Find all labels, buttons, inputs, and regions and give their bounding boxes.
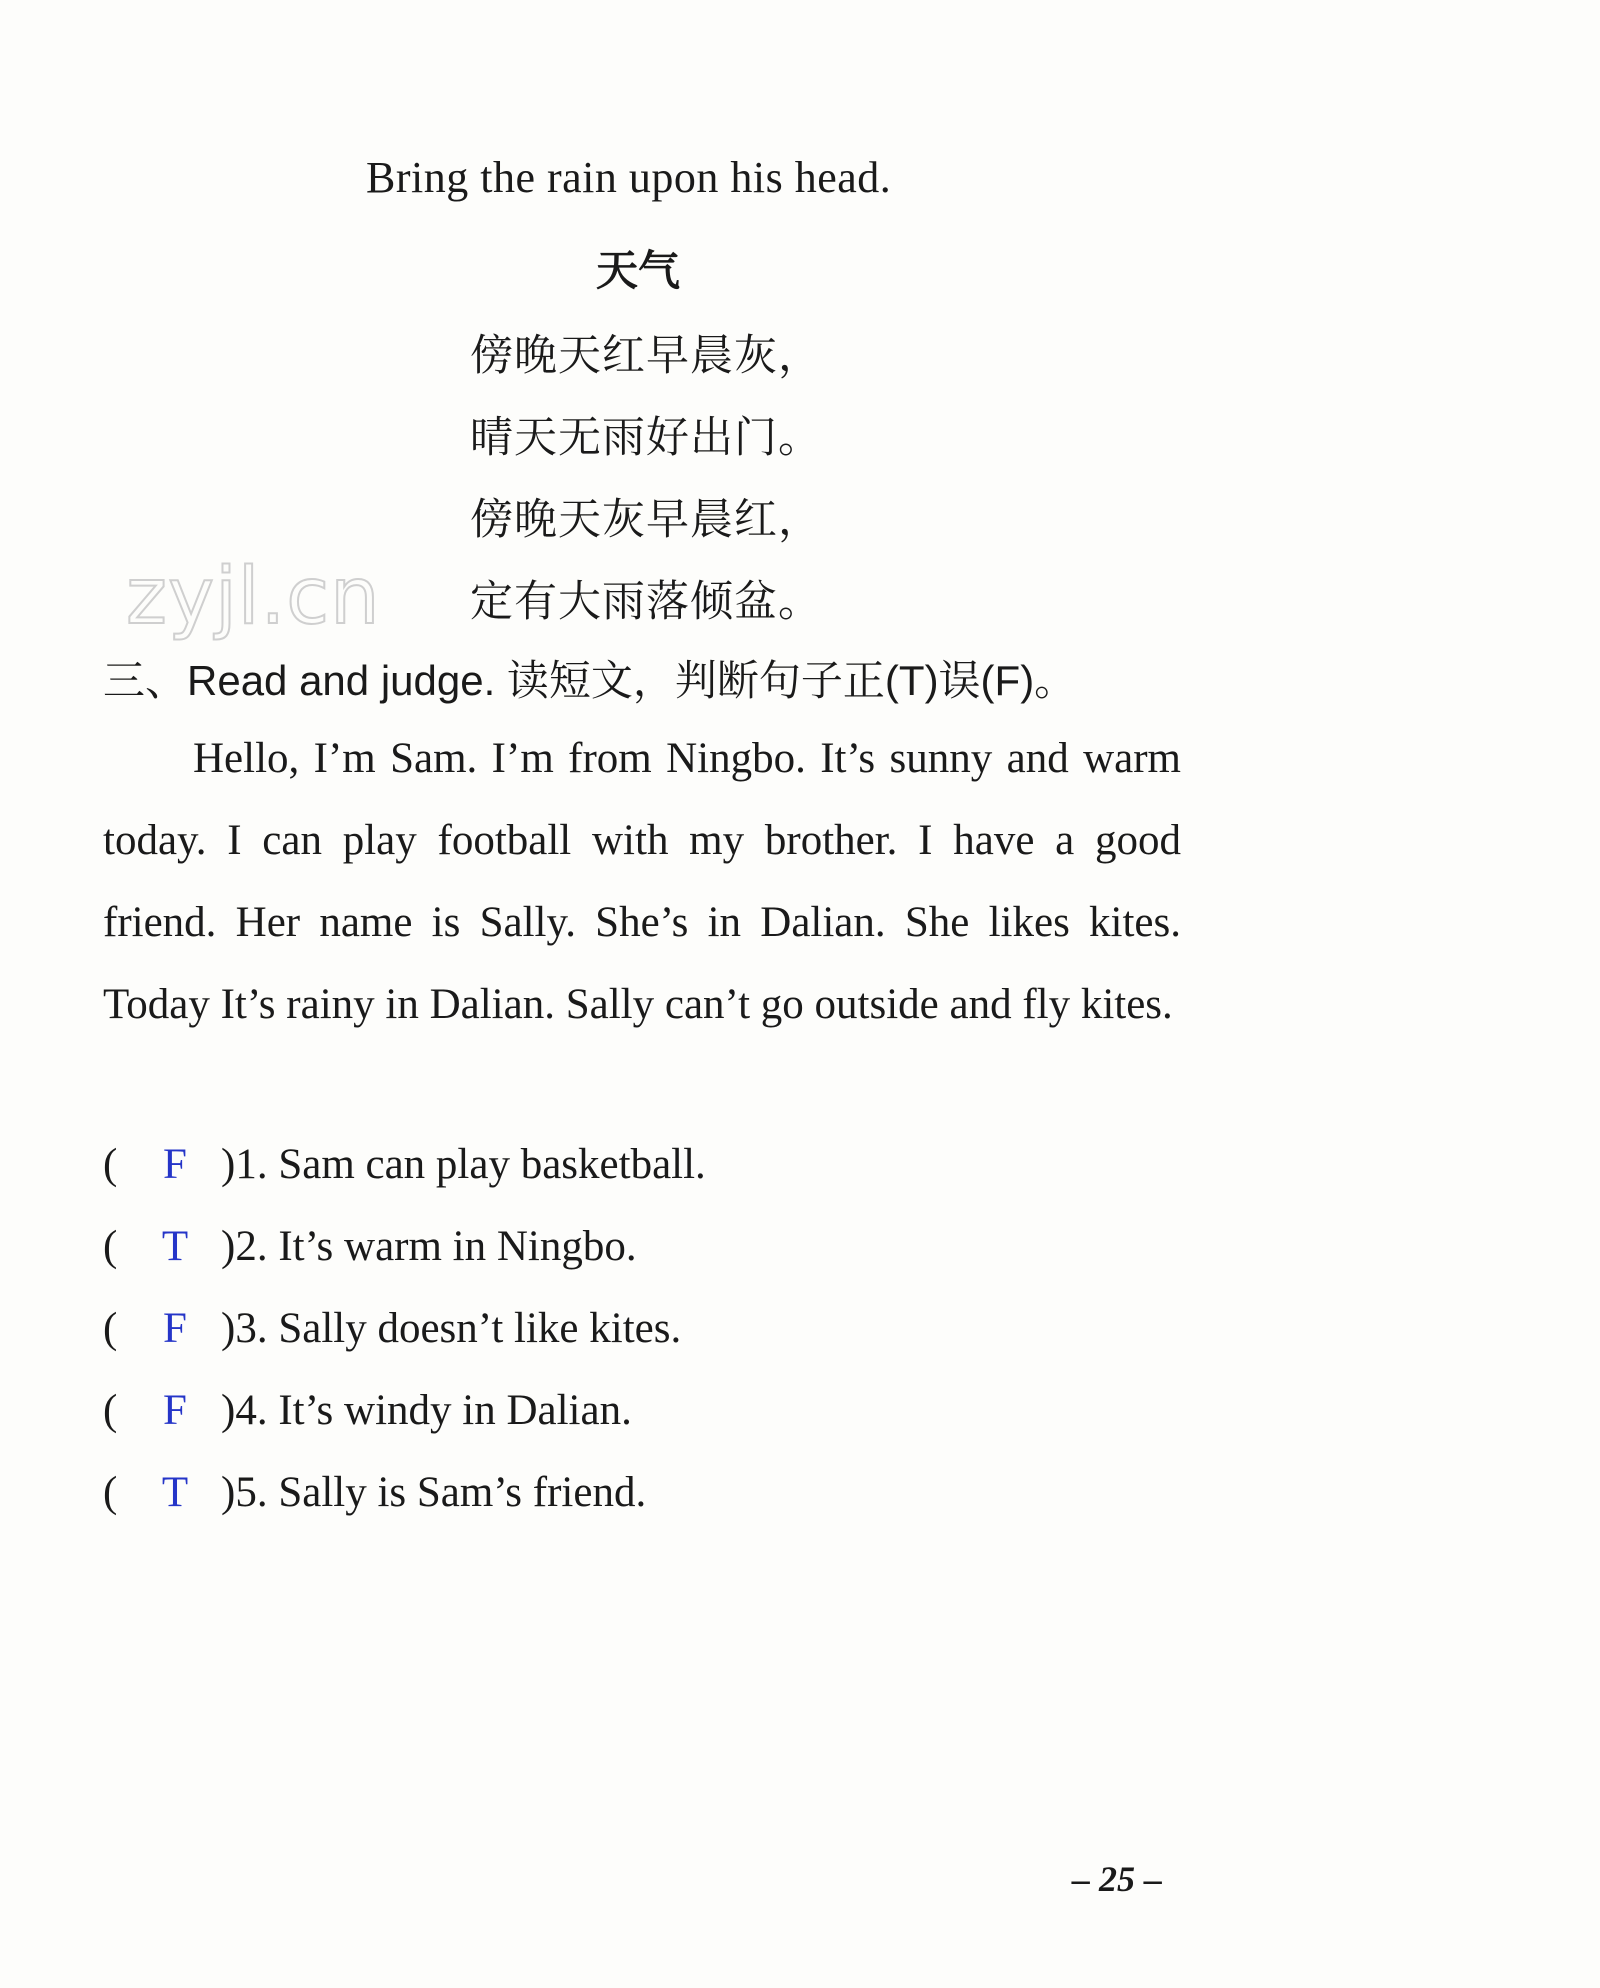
section-heading: 三、Read and judge. 读短文，判断句子正(T)误(F)。 xyxy=(103,657,1077,704)
question-text: )3. Sally doesn’t like kites. xyxy=(221,1305,682,1352)
question-text: )5. Sally is Sam’s friend. xyxy=(221,1469,647,1516)
answer-mark: F xyxy=(163,1141,187,1188)
watermark: zyjl.cn xyxy=(126,552,381,642)
poem-line: 晴天无雨好出门。 xyxy=(470,415,822,462)
poem-line: 傍晚天灰早晨红， xyxy=(470,497,822,544)
answer-mark: F xyxy=(163,1387,187,1434)
answer-mark: F xyxy=(163,1305,187,1352)
page-number: – 25 – xyxy=(1072,1859,1162,1899)
poem-line: 傍晚天红早晨灰， xyxy=(470,333,822,380)
paren-open: ( xyxy=(103,1223,118,1270)
paren-open: ( xyxy=(103,1305,118,1352)
question-text: )1. Sam can play basketball. xyxy=(221,1141,706,1188)
question-text: )4. It’s windy in Dalian. xyxy=(221,1387,632,1434)
poem-title: 天气 xyxy=(596,247,681,294)
question-text: )2. It’s warm in Ningbo. xyxy=(221,1223,637,1270)
paren-open: ( xyxy=(103,1387,118,1434)
answer-mark: T xyxy=(161,1469,189,1516)
paren-open: ( xyxy=(103,1469,118,1516)
answer-mark: T xyxy=(161,1223,189,1270)
paren-open: ( xyxy=(103,1141,118,1188)
poem-line: 定有大雨落倾盆。 xyxy=(470,579,822,626)
reading-passage: Hello, I’m Sam. I’m from Ningbo. It’s sunny and warm today. I can play football with my brother. I have a good friend. Her name is Sally. She’s in Dalian. She likes kites. Today It’s rainy in Dalian. Sally can’t go outside and fly kites. xyxy=(103,735,1181,1028)
poem-english-line: Bring the rain upon his head. xyxy=(366,153,892,202)
